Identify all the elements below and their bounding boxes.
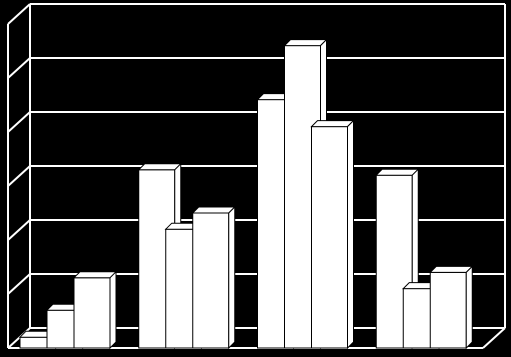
bar-front-face — [312, 127, 348, 348]
bar-front-face — [74, 278, 110, 348]
bar — [430, 266, 472, 348]
bar-top-face — [430, 266, 472, 272]
bar-side-face — [110, 272, 116, 348]
bar-front-face — [193, 213, 229, 348]
bar — [193, 207, 235, 348]
bar-top-face — [74, 272, 116, 278]
bar-top-face — [376, 169, 418, 175]
bar — [74, 272, 116, 348]
bar — [312, 121, 354, 348]
bar-top-face — [312, 121, 354, 127]
bar-top-face — [193, 207, 235, 213]
bar-front-face — [430, 272, 466, 348]
bar-top-face — [139, 164, 181, 170]
bar-side-face — [466, 266, 472, 348]
bar-side-face — [229, 207, 235, 348]
bar-side-face — [348, 121, 354, 348]
bar-top-face — [285, 40, 327, 46]
